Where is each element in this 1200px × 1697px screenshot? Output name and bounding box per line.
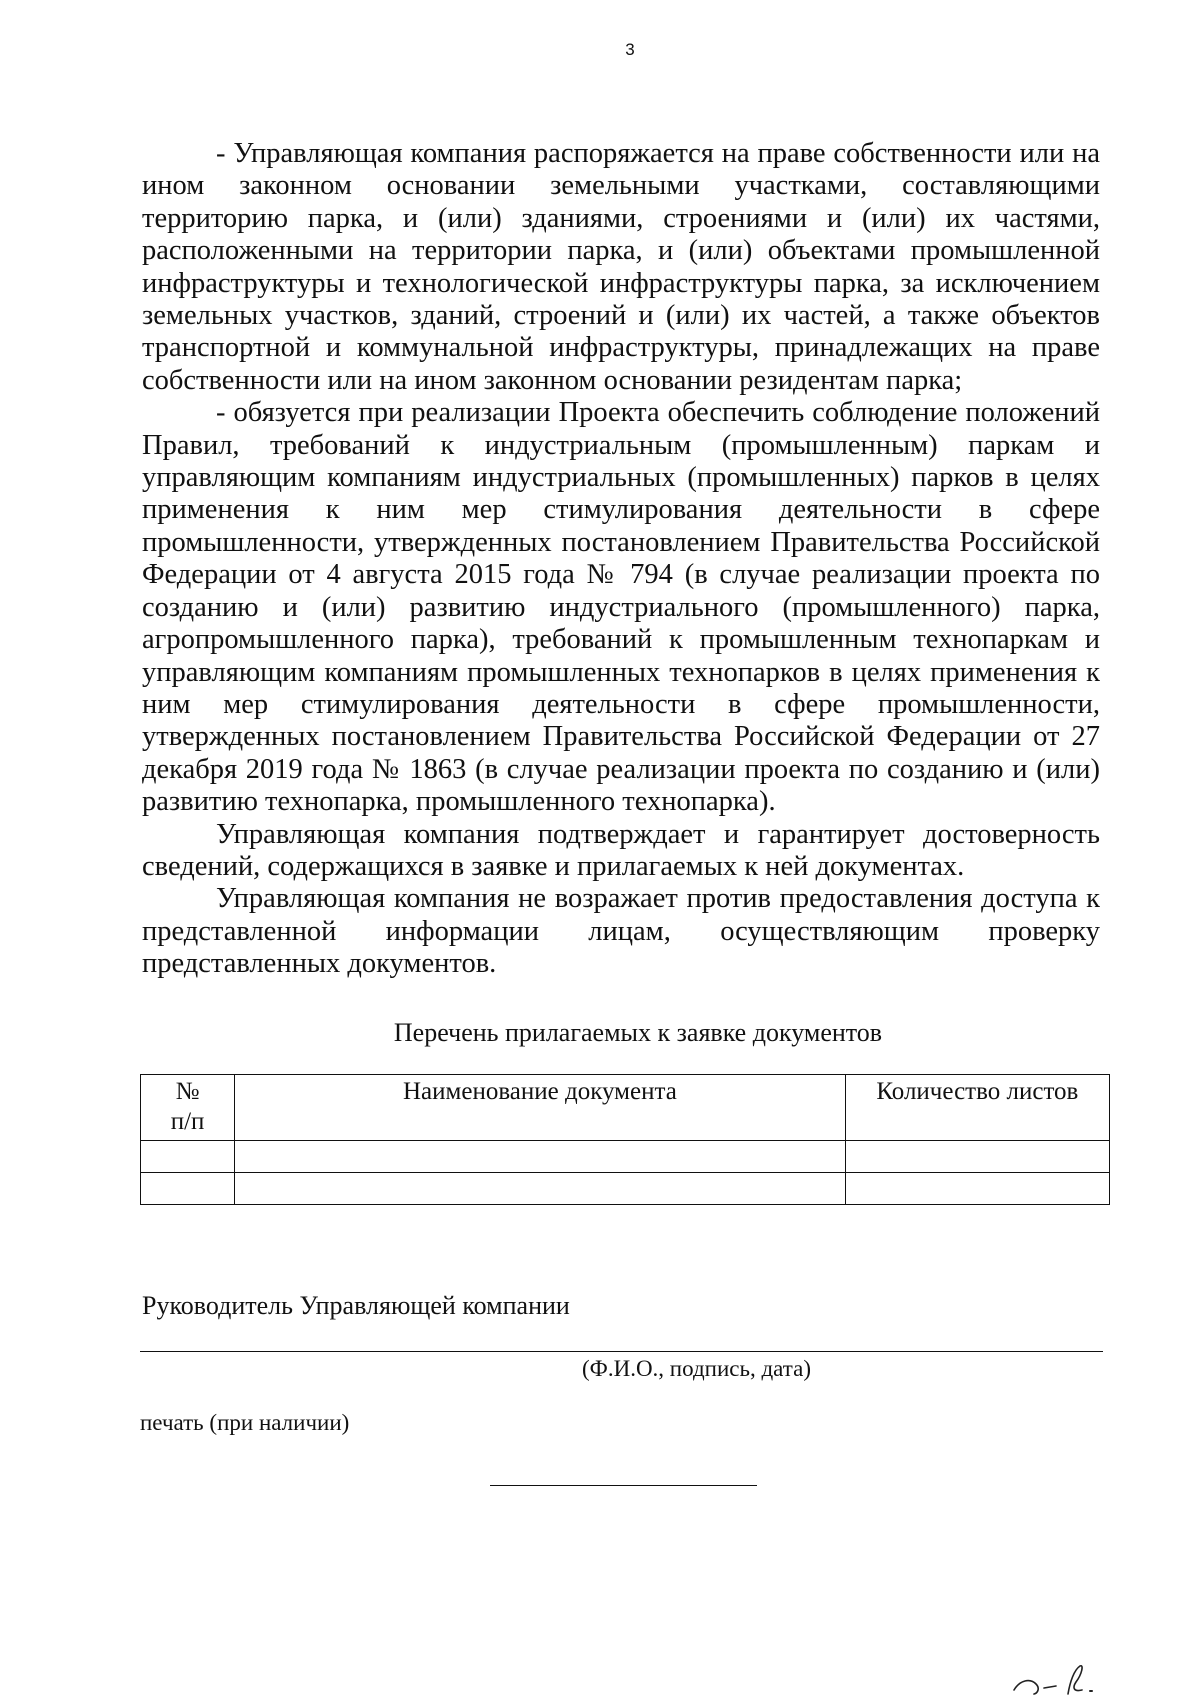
header-sheet-count: Количество листов bbox=[845, 1075, 1109, 1141]
cell-number bbox=[141, 1173, 235, 1205]
header-number bbox=[141, 1075, 235, 1141]
paragraph-land-plots: - Управляющая компания распоряжается на праве собственности или на ином законном основании земельными участками, составляющими территорию парка, и (или) зданиями, строениями и (или) их частями, расположенными на территории парка, и (или) объектами промышленной инфраструктуры и технологической инфраструктуры парка, за исключением земельных участков, зданий, строений и (или) их частей, а также объектов транспортной и коммунальной инфраструктуры, принадлежащих на праве собственности или на ином законном основании резидентам парка; bbox=[142, 138, 1100, 396]
header-document-name: Наименование документа bbox=[235, 1075, 846, 1141]
header-number-line1: № bbox=[175, 1078, 200, 1105]
documents-table bbox=[140, 1074, 1110, 1205]
end-separator-line bbox=[490, 1485, 757, 1486]
body-text bbox=[142, 138, 1100, 981]
header-number-line2: п/п bbox=[170, 1108, 205, 1135]
paragraph-reliability: Управляющая компания подтверждает и гарантирует достоверность сведений, содержащихся в заявке и прилагаемых к ней документах. bbox=[142, 818, 1100, 882]
table-header-row bbox=[141, 1075, 1110, 1141]
cell-sheet-count bbox=[845, 1173, 1109, 1205]
cell-number bbox=[141, 1141, 235, 1173]
paragraph-access-consent: Управляющая компания не возражает против предоставления доступа к представленной информации лицам, осуществляющим проверку представленных документов. bbox=[142, 883, 1100, 980]
handwritten-initials-mark bbox=[1010, 1660, 1130, 1697]
cell-document-name bbox=[235, 1141, 846, 1173]
seal-note: печать (при наличии) bbox=[140, 1410, 350, 1435]
signature-caption: (Ф.И.О., подпись, дата) bbox=[582, 1356, 811, 1381]
cell-sheet-count bbox=[845, 1141, 1109, 1173]
doc-list-title: Перечень прилагаемых к заявке документов bbox=[393, 1018, 883, 1047]
table-row bbox=[141, 1141, 1110, 1173]
table-row bbox=[141, 1173, 1110, 1205]
paragraph-obligations: - обязуется при реализации Проекта обеспечить соблюдение положений Правил, требований к индустриальным (промышленным) паркам и управляющим компаниям индустриальных (промышленных) парков в целях применения к ним мер стимулирования деятельности в сфере промышленности, утвержденных постановлением Правительства Российской Федерации от 4 августа 2015 года № 794 (в случае реализации проекта по созданию и (или) развитию индустриального (промышленного) парка, агропромышленного парка), требований к промышленным технопаркам и управляющим компаниям промышленных технопарков в целях применения к ним мер стимулирования деятельности в сфере промышленности, утвержденных постановлением Правительства Российской Федерации от 27 декабря 2019 года № 1863 (в случае реализации проекта по созданию и (или) развитию технопарка, промышленного технопарка). bbox=[142, 397, 1100, 818]
signature-line bbox=[140, 1351, 1103, 1352]
page-number: 3 bbox=[625, 40, 635, 59]
signer-title: Руководитель Управляющей компании bbox=[142, 1291, 570, 1320]
cell-document-name bbox=[235, 1173, 846, 1205]
